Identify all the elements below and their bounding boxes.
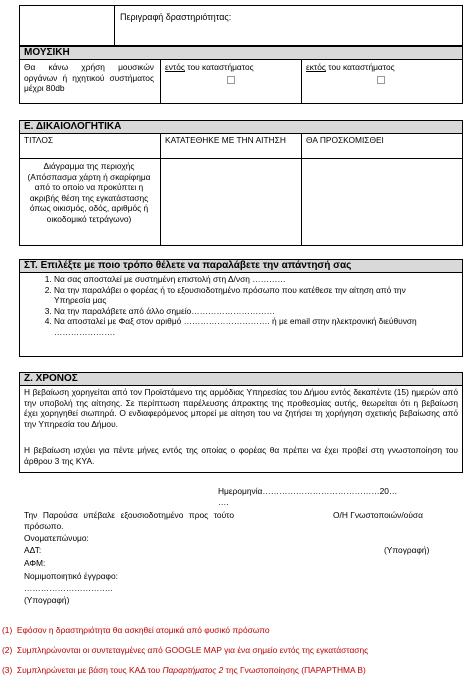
legal-document-field: Νομιμοποιητικό έγγραφο: (24, 571, 118, 581)
music-inside-checkbox[interactable] (227, 76, 235, 84)
delivery-option[interactable]: 4. Να αποσταλεί με Φαξ στον αριθμό …………………………. ή με email στην ηλεκτρονική διεύθυνση …………………. (54, 316, 444, 337)
delivery-option[interactable]: 1. Να σας αποσταλεί με συστημένη επιστολή στη Δ/νση ………… (54, 274, 444, 285)
documents-title: Ε. ΔΙΚΑΙΟΛΟΓΗΤΙΚΑ (24, 121, 122, 132)
delivery-option[interactable]: 2. Να την παραλάβει ο φορέας ή το εξουσιοδοτημένο πρόσωπο που κατέθεσε την αίτηση από την Υπηρεσία μας (54, 285, 444, 306)
delivery-section (19, 259, 463, 357)
footnote-2: (2) Συμπληρώνονται οι συντεταγμένες από GOOGLE MAP για ένα σημείο εντός της εγκατάστασης (2, 645, 369, 655)
adt-field: ΑΔΤ: (24, 545, 42, 555)
signature-left: (Υπογραφή) (24, 595, 70, 605)
delivery-title: ΣΤ. Επιλέξτε με ποιο τρόπο θέλετε να παραλάβετε την απάντησή σας (24, 260, 352, 271)
music-title: ΜΟΥΣΙΚΗ (24, 47, 70, 58)
official-statement: Την Παρούσα υπέβαλε εξουσιοδοτημένο προς τούτο πρόσωπο. (24, 510, 234, 531)
music-section (19, 46, 463, 104)
document-row-title: Διάγραμμα της περιοχής (Απόσπασμα χάρτη ή σκαρίφημα από το οποίο να προκύπτει η ακριβής θέση της εγκατάστασης όπως οικισμός, οδός, αριθμός ή οικοδομικό τετράγωνο) (27, 161, 151, 224)
time-title: Ζ. ΧΡΟΝΟΣ (24, 373, 78, 384)
notifier-label: Ο/Η Γνωστοποιών/ούσα (333, 510, 423, 520)
time-paragraph-2: Η βεβαίωση ισχύει για πέντε μήνες εντός της οποίας ο φορέας θα πρέπει να έχει προβεί στη γνωστοποίηση του άρθρου 3 της ΚΥΑ. (24, 445, 458, 466)
time-header (20, 373, 462, 385)
music-outside-checkbox[interactable] (377, 76, 385, 84)
col-will-bring-header: ΘΑ ΠΡΟΣΚΟΜΙΣΘΕΙ (306, 135, 384, 145)
col-title-header: ΤΙΤΛΟΣ (24, 135, 54, 145)
documents-section (19, 120, 463, 246)
date-line: Ημερομηνία……………………………………20… (218, 486, 398, 496)
music-header (20, 47, 462, 59)
col-submitted-header: ΚΑΤΑΤΕΘΗΚΕ ΜΕ ΤΗΝ ΑΙΤΗΣΗ (165, 135, 286, 145)
delivery-header (20, 260, 462, 272)
date-dots: …. (218, 497, 229, 507)
time-section (19, 372, 463, 473)
afm-field: ΑΦΜ: (24, 558, 46, 568)
footnote-3: (3) Συμπληρώνεται με βάση τους ΚΑΔ του Παραρτήματος 2 της Γνωστοποίησης (ΠΑΡΑΡΤΗΜΑ Β) (2, 665, 366, 675)
music-outside-label: εκτός του καταστήματος (306, 62, 395, 72)
signature-right: (Υπογραφή) (384, 545, 430, 555)
delivery-option[interactable]: 3. Να την παραλάβετε από άλλο σημείο………………………… (54, 306, 444, 317)
description-label: Περιγραφή δραστηριότητας: (120, 12, 232, 22)
description-box (19, 5, 463, 46)
delivery-options (20, 274, 444, 338)
documents-header (20, 121, 462, 133)
time-paragraph-1: Η βεβαίωση χορηγείται από τον Προϊστάμενο της αρμόδιας Υπηρεσίας του Δήμου εντός δεκαπέντε (15) ημερών από την υποβολή της αίτησης. Σε περίπτωση παρέλευσης άπρακτης της προθεσμίας αυτής, θεωρείται ότι η βεβαίωση έχει χορηγηθεί σιωπηρά. Ο ενδιαφερόμενος μπορεί με αίτηση του να ζητήσει τη χορήγηση σχετικής βεβαίωσης από την Υπηρεσία του Δήμου. (24, 387, 458, 429)
description-divider (114, 6, 115, 45)
music-inside-label: εντός του καταστήματος (165, 62, 254, 72)
name-field: Ονοματεπώνυμο: (24, 533, 89, 543)
legal-document-dots: ………………………….. (24, 583, 113, 593)
music-row-text: Θα κάνω χρήση μουσικών οργάνων ή ηχητικού συστήματος μέχρι 80db (24, 62, 154, 94)
footnote-1: (1) Εφόσον η δραστηριότητα θα ασκηθεί ατομικά από φυσικό πρόσωπο (2, 625, 270, 635)
